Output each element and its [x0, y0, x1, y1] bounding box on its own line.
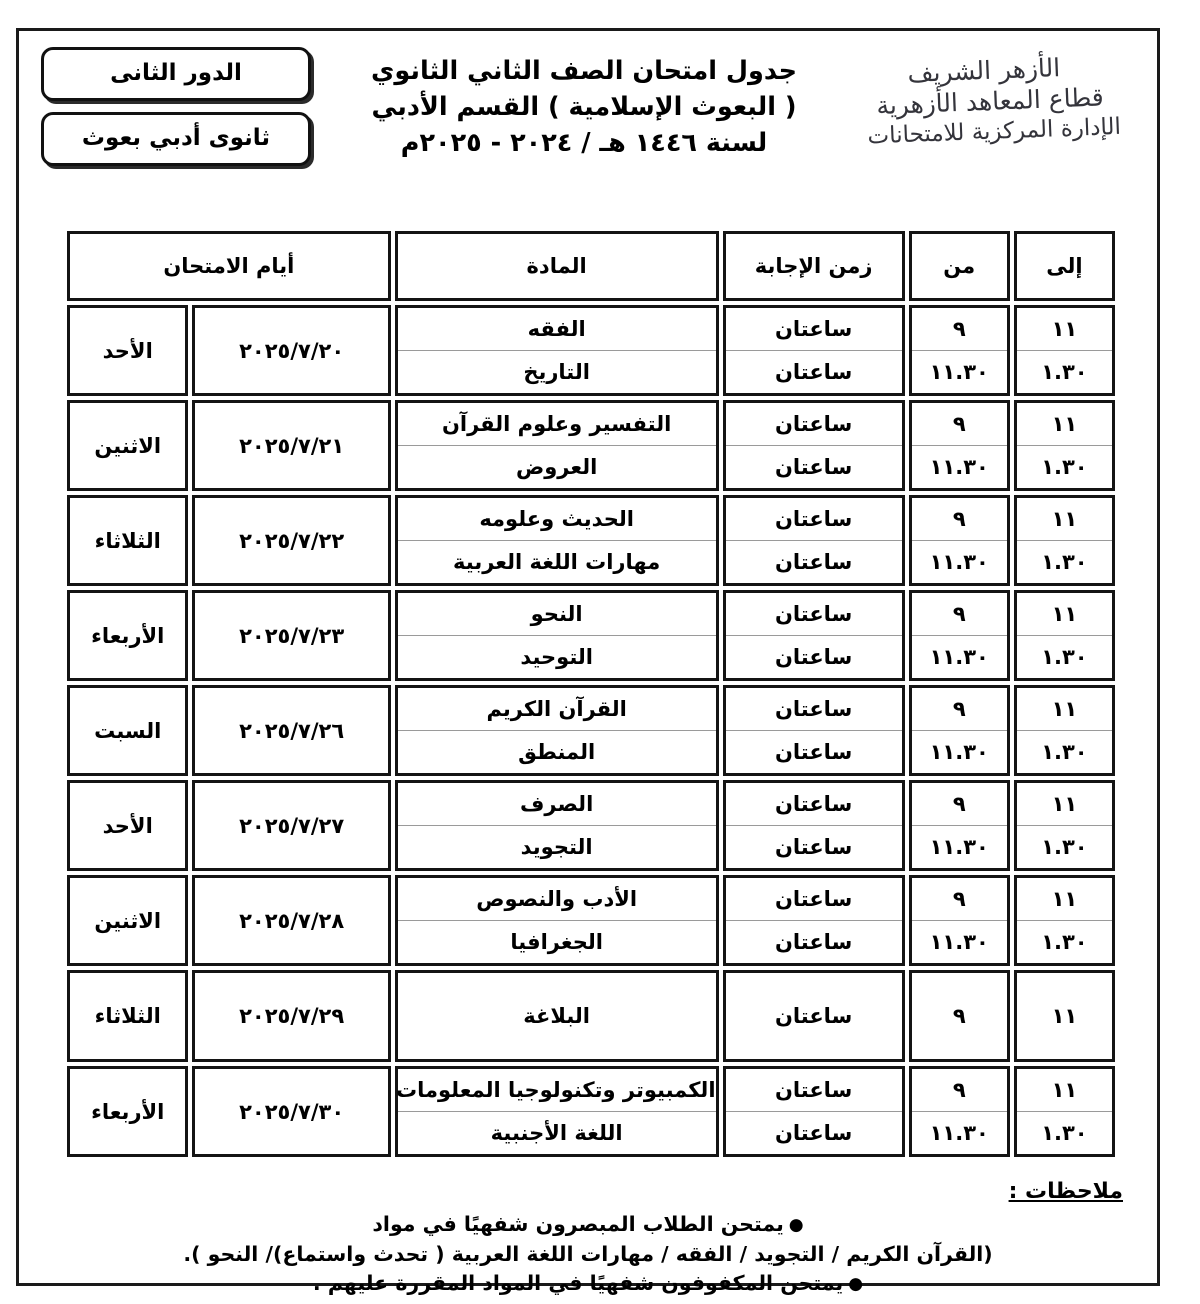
- slot-to: ١١: [1051, 792, 1078, 816]
- slot-subject: اللغة الأجنبية: [398, 1111, 716, 1154]
- slot-subject: الحديث وعلومه: [479, 507, 634, 531]
- cell-subject: [395, 590, 719, 681]
- table-body: [67, 305, 1115, 1157]
- slot-to: ١١: [1051, 602, 1078, 626]
- table-row: [67, 1066, 1115, 1157]
- cell-to: [1014, 685, 1115, 776]
- slot-from: ١١.٣٠: [912, 730, 1007, 773]
- cell-duration: [723, 305, 905, 396]
- cell-from: [909, 780, 1010, 871]
- cell-duration: [723, 590, 905, 681]
- slot-subject: الصرف: [520, 792, 594, 816]
- slot-to: ١.٣٠: [1017, 920, 1112, 963]
- cell-exam-day: الأربعاء: [67, 1066, 188, 1157]
- badge-group: [41, 47, 311, 166]
- header-row: [67, 231, 1115, 301]
- slot-to: ١١: [1051, 1078, 1078, 1102]
- document-header: [19, 31, 1157, 211]
- exam-schedule-table: [63, 227, 1119, 1161]
- round-badge: الدور الثانى: [41, 47, 311, 101]
- cell-from: [909, 875, 1010, 966]
- slot-subject: الجغرافيا: [398, 920, 716, 963]
- slot-to: ١١: [1051, 507, 1078, 531]
- column-header-from: من: [909, 231, 1010, 301]
- slot-to: ١١: [1051, 887, 1078, 911]
- column-header-to: إلى: [1014, 231, 1115, 301]
- cell-subject: [395, 305, 719, 396]
- cell-from: [909, 400, 1010, 491]
- slot-from: ٩: [952, 602, 966, 626]
- slot-subject: القرآن الكريم: [486, 697, 627, 721]
- cell-subject: [395, 685, 719, 776]
- table-row: [67, 590, 1115, 681]
- slot-subject: العروض: [398, 445, 716, 488]
- slot-from: ١١.٣٠: [912, 445, 1007, 488]
- cell-exam-date: ٢٠٢٥/٧/٢٩: [192, 970, 390, 1062]
- slot-duration: ساعتان: [774, 602, 853, 626]
- slot-duration: ساعتان: [726, 1111, 902, 1154]
- cell-exam-date: ٢٠٢٥/٧/٢٠: [192, 305, 390, 396]
- cell-from: [909, 685, 1010, 776]
- slot-to: ١١: [1051, 412, 1078, 436]
- column-header-exam-days: أيام الامتحان: [67, 231, 391, 301]
- cell-exam-day: السبت: [67, 685, 188, 776]
- slot-from: ٩: [952, 412, 966, 436]
- cell-to: [1014, 1066, 1115, 1157]
- slot-from: ١١.٣٠: [912, 1111, 1007, 1154]
- slot-from: ٩: [952, 317, 966, 341]
- slot-duration: ساعتان: [726, 730, 902, 773]
- cell-subject: [395, 970, 719, 1062]
- slot-duration: ساعتان: [774, 1078, 853, 1102]
- table-head: [67, 231, 1115, 301]
- cell-to: [1014, 590, 1115, 681]
- slot-from: ١١.٣٠: [912, 920, 1007, 963]
- slot-subject: التفسير وعلوم القرآن: [441, 412, 672, 436]
- slot-duration: ساعتان: [726, 350, 902, 393]
- note-item-1: [53, 1210, 1123, 1240]
- cell-to: [1014, 875, 1115, 966]
- cell-from: [909, 495, 1010, 586]
- title-line-3: لسنة ١٤٤٦ هـ / ٢٠٢٤ - ٢٠٢٥م: [400, 128, 768, 159]
- slot-subject: الأدب والنصوص: [476, 887, 638, 911]
- cell-duration: [723, 1066, 905, 1157]
- cell-duration: [723, 875, 905, 966]
- notes-title: ملاحظات :: [1008, 1179, 1123, 1204]
- azhar-letterhead: [835, 49, 1134, 152]
- note-item-1-text: يمتحن الطلاب المبصرون شفهيًا في مواد: [372, 1212, 784, 1236]
- slot-subject: النحو: [530, 602, 583, 626]
- letterhead-line-1: الأزهر الشريف: [906, 53, 1061, 88]
- slot-from: ٩: [952, 792, 966, 816]
- slot-from: ٩: [952, 1078, 966, 1102]
- slot-subject: المنطق: [398, 730, 716, 773]
- letterhead-line-3: الإدارة المركزية للامتحانات: [867, 113, 1122, 150]
- track-badge: ثانوى أدبي بعوث: [41, 112, 311, 166]
- cell-exam-date: ٢٠٢٥/٧/٣٠: [192, 1066, 390, 1157]
- bullet-icon: ●: [788, 1214, 804, 1235]
- cell-exam-date: ٢٠٢٥/٧/٢١: [192, 400, 390, 491]
- slot-from: ١١.٣٠: [912, 825, 1007, 868]
- slot-duration: ساعتان: [726, 920, 902, 963]
- exam-schedule-page: [16, 28, 1160, 1296]
- slot-duration: ساعتان: [726, 445, 902, 488]
- note-item-3: [53, 1269, 1123, 1299]
- slot-duration: ساعتان: [774, 412, 853, 436]
- slot-from: ١١.٣٠: [912, 350, 1007, 393]
- slot-subject: التاريخ: [398, 350, 716, 393]
- cell-exam-day: الاثنين: [67, 400, 188, 491]
- cell-to: [1014, 780, 1115, 871]
- table-row: [67, 875, 1115, 966]
- schedule-table-container: [63, 227, 1119, 1161]
- cell-duration: [723, 970, 905, 1062]
- cell-subject: [395, 780, 719, 871]
- slot-duration: ساعتان: [726, 635, 902, 678]
- slot-duration: ساعتان: [774, 1004, 853, 1028]
- note-item-2: [53, 1240, 1123, 1270]
- slot-subject: البلاغة: [523, 1004, 590, 1028]
- cell-to: [1014, 400, 1115, 491]
- cell-exam-day: الثلاثاء: [67, 970, 188, 1062]
- page-title: [344, 53, 824, 162]
- column-header-subject: المادة: [395, 231, 719, 301]
- slot-from: ٩: [952, 507, 966, 531]
- title-line-1: جدول امتحان الصف الثاني الثانوي: [371, 56, 797, 86]
- slot-to: ١.٣٠: [1017, 1111, 1112, 1154]
- slot-from: ٩: [952, 697, 966, 721]
- cell-duration: [723, 780, 905, 871]
- cell-exam-day: الأحد: [67, 305, 188, 396]
- cell-subject: [395, 495, 719, 586]
- table-row: [67, 305, 1115, 396]
- cell-duration: [723, 400, 905, 491]
- slot-to: ١١: [1051, 1004, 1078, 1028]
- table-row: [67, 780, 1115, 871]
- cell-exam-date: ٢٠٢٥/٧/٢٣: [192, 590, 390, 681]
- cell-to: [1014, 305, 1115, 396]
- cell-exam-day: الأربعاء: [67, 590, 188, 681]
- table-row: [67, 400, 1115, 491]
- slot-duration: ساعتان: [774, 507, 853, 531]
- cell-from: [909, 305, 1010, 396]
- cell-exam-date: ٢٠٢٥/٧/٢٦: [192, 685, 390, 776]
- slot-to: ١١: [1051, 317, 1078, 341]
- cell-subject: [395, 400, 719, 491]
- slot-duration: ساعتان: [726, 540, 902, 583]
- slot-subject: التوحيد: [398, 635, 716, 678]
- cell-from: [909, 590, 1010, 681]
- slot-to: ١.٣٠: [1017, 445, 1112, 488]
- cell-duration: [723, 685, 905, 776]
- note-item-2-text: (القرآن الكريم / التجويد / الفقه / مهارات اللغة العربية ( تحدث واستماع)/ النحو ).: [183, 1241, 993, 1266]
- slot-subject: مهارات اللغة العربية: [398, 540, 716, 583]
- cell-exam-date: ٢٠٢٥/٧/٢٨: [192, 875, 390, 966]
- cell-exam-day: الأحد: [67, 780, 188, 871]
- slot-from: ٩: [952, 1004, 966, 1028]
- cell-from: [909, 1066, 1010, 1157]
- cell-to: [1014, 970, 1115, 1062]
- slot-to: ١.٣٠: [1017, 825, 1112, 868]
- slot-to: ١.٣٠: [1017, 635, 1112, 678]
- cell-exam-date: ٢٠٢٥/٧/٢٧: [192, 780, 390, 871]
- cell-from: [909, 970, 1010, 1062]
- slot-subject: التجويد: [398, 825, 716, 868]
- slot-subject: الكمبيوتر وتكنولوجيا المعلومات: [395, 1078, 716, 1102]
- bullet-icon: ●: [848, 1274, 864, 1295]
- slot-from: ١١.٣٠: [912, 540, 1007, 583]
- note-item-3-text: يمتحن المكفوفون شفهيًا في المواد المقررة عليهم .: [312, 1271, 844, 1296]
- table-row: [67, 970, 1115, 1062]
- cell-subject: [395, 1066, 719, 1157]
- slot-duration: ساعتان: [774, 697, 853, 721]
- slot-to: ١.٣٠: [1017, 540, 1112, 583]
- column-header-duration: زمن الإجابة: [723, 231, 905, 301]
- title-line-2: ( البعوث الإسلامية ) القسم الأدبي: [371, 92, 797, 123]
- cell-exam-date: ٢٠٢٥/٧/٢٢: [192, 495, 390, 586]
- cell-exam-day: الثلاثاء: [67, 495, 188, 586]
- cell-duration: [723, 495, 905, 586]
- slot-duration: ساعتان: [774, 887, 853, 911]
- slot-to: ١.٣٠: [1017, 350, 1112, 393]
- slot-duration: ساعتان: [774, 792, 853, 816]
- slot-subject: الفقه: [527, 317, 586, 341]
- slot-to: ١١: [1051, 697, 1078, 721]
- table-row: [67, 495, 1115, 586]
- slot-to: ١.٣٠: [1017, 730, 1112, 773]
- cell-subject: [395, 875, 719, 966]
- slot-from: ٩: [952, 887, 966, 911]
- slot-duration: ساعتان: [726, 825, 902, 868]
- cell-exam-day: الاثنين: [67, 875, 188, 966]
- slot-duration: ساعتان: [774, 317, 853, 341]
- table-row: [67, 685, 1115, 776]
- letterhead-line-2: قطاع المعاهد الأزهرية: [875, 82, 1105, 121]
- cell-to: [1014, 495, 1115, 586]
- slot-from: ١١.٣٠: [912, 635, 1007, 678]
- notes-section: [53, 1179, 1123, 1299]
